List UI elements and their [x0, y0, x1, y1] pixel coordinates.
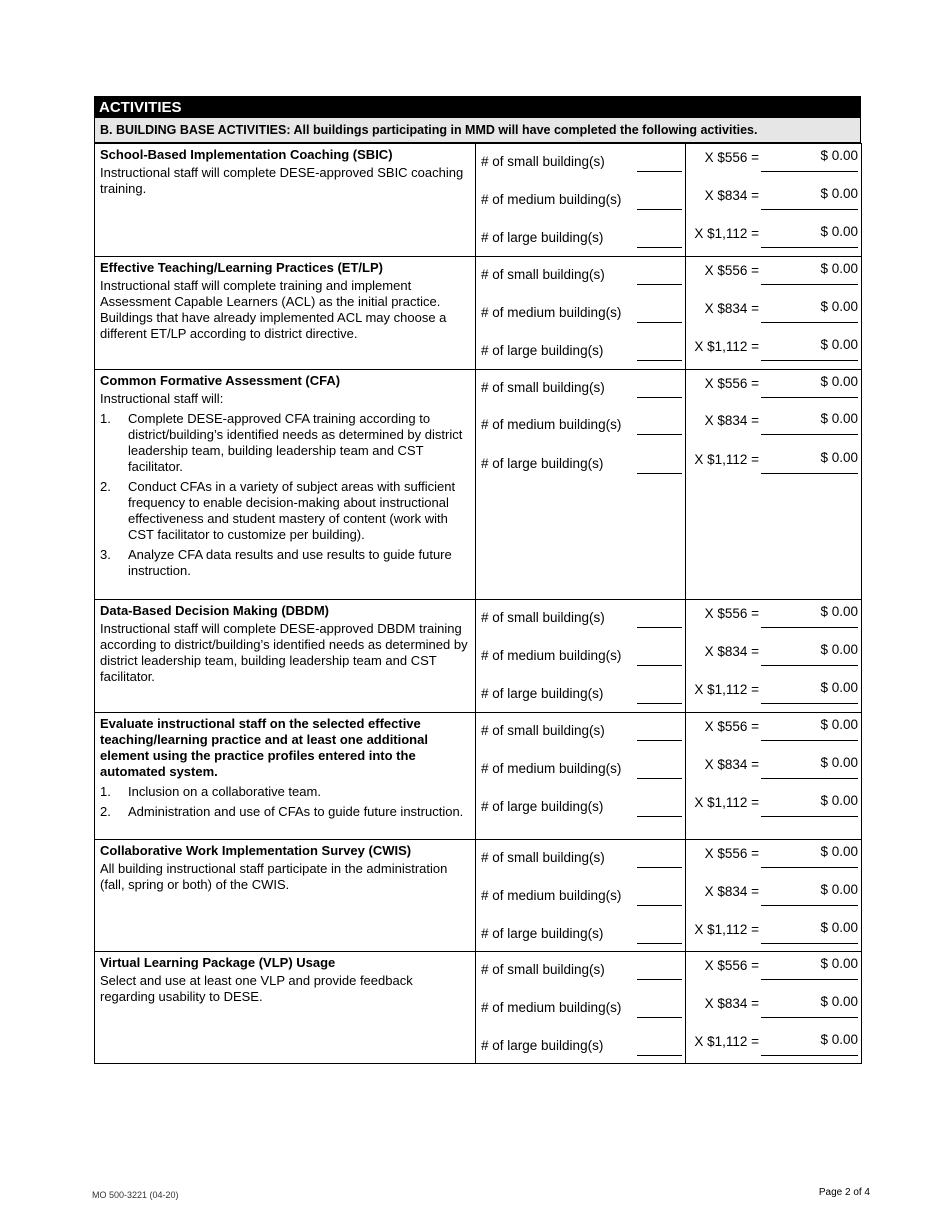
- activity-description: [95, 144, 476, 257]
- quantity-line-small: [476, 600, 685, 635]
- form-id: MO 500-3221 (04-20): [92, 1190, 179, 1200]
- activity-row: [95, 144, 862, 257]
- large-building-amount-field[interactable]: $ 0.00: [761, 223, 858, 248]
- quantity-line-small: [476, 952, 685, 987]
- medium-building-count-field[interactable]: [637, 410, 682, 435]
- multiplier-label: X $1,112 =: [694, 452, 759, 467]
- small-building-count-field[interactable]: [637, 955, 682, 980]
- quantity-label: # of large building(s): [481, 799, 604, 814]
- quantity-label: # of small building(s): [481, 154, 605, 169]
- quantity-cell: [476, 600, 686, 713]
- small-building-amount-field[interactable]: $ 0.00: [761, 603, 858, 628]
- quantity-line-large: [476, 789, 685, 824]
- cost-line-medium: [686, 295, 861, 330]
- quantity-line-small: [476, 840, 685, 875]
- multiplier-label: X $1,112 =: [694, 682, 759, 697]
- medium-building-amount-field[interactable]: $ 0.00: [761, 298, 858, 323]
- cost-line-small: [686, 952, 861, 987]
- small-building-amount-field[interactable]: $ 0.00: [761, 716, 858, 741]
- cost-line-large: [686, 333, 861, 368]
- quantity-line-medium: [476, 182, 685, 217]
- cost-cell: [686, 370, 862, 600]
- quantity-label: # of large building(s): [481, 686, 604, 701]
- cost-line-medium: [686, 751, 861, 786]
- large-building-count-field[interactable]: [637, 919, 682, 944]
- activity-row: [95, 952, 862, 1064]
- large-building-amount-field[interactable]: $ 0.00: [761, 792, 858, 817]
- quantity-line-medium: [476, 638, 685, 673]
- list-item: 1. Inclusion on a collaborative team.: [100, 784, 321, 799]
- quantity-label: # of medium building(s): [481, 192, 622, 207]
- large-building-amount-field[interactable]: $ 0.00: [761, 449, 858, 474]
- activity-row: [95, 257, 862, 370]
- activity-row: [95, 840, 862, 952]
- cost-line-large: [686, 220, 861, 255]
- cost-line-large: [686, 446, 861, 481]
- quantity-label: # of small building(s): [481, 850, 605, 865]
- quantity-label: # of large building(s): [481, 1038, 604, 1053]
- activities-table: [94, 143, 862, 1064]
- activities-form: [94, 96, 861, 1064]
- cost-line-large: [686, 789, 861, 824]
- quantity-label: # of large building(s): [481, 926, 604, 941]
- activity-body: Instructional staff will:: [100, 391, 224, 406]
- activity-description: [95, 257, 476, 370]
- multiplier-label: X $556 =: [704, 263, 759, 278]
- activity-body: Select and use at least one VLP and provide feedback regarding usability to DESE.: [100, 973, 413, 1004]
- large-building-count-field[interactable]: [637, 792, 682, 817]
- multiplier-label: X $556 =: [704, 150, 759, 165]
- quantity-cell: [476, 144, 686, 257]
- quantity-label: # of medium building(s): [481, 888, 622, 903]
- activity-row: [95, 600, 862, 713]
- multiplier-label: X $834 =: [704, 757, 759, 772]
- quantity-line-medium: [476, 407, 685, 442]
- medium-building-amount-field[interactable]: $ 0.00: [761, 993, 858, 1018]
- activity-title: Effective Teaching/Learning Practices (ET/LP): [100, 260, 383, 275]
- quantity-label: # of small building(s): [481, 723, 605, 738]
- quantity-label: # of small building(s): [481, 610, 605, 625]
- medium-building-count-field[interactable]: [637, 185, 682, 210]
- quantity-label: # of large building(s): [481, 230, 604, 245]
- cost-line-small: [686, 144, 861, 179]
- multiplier-label: X $556 =: [704, 376, 759, 391]
- activity-description: [95, 952, 476, 1064]
- large-building-amount-field[interactable]: $ 0.00: [761, 919, 858, 944]
- cost-cell: [686, 952, 862, 1064]
- large-building-count-field[interactable]: [637, 679, 682, 704]
- quantity-label: # of medium building(s): [481, 1000, 622, 1015]
- large-building-count-field[interactable]: [637, 336, 682, 361]
- multiplier-label: X $834 =: [704, 188, 759, 203]
- cost-line-small: [686, 840, 861, 875]
- small-building-amount-field[interactable]: $ 0.00: [761, 955, 858, 980]
- multiplier-label: X $1,112 =: [694, 226, 759, 241]
- multiplier-label: X $1,112 =: [694, 339, 759, 354]
- cost-line-medium: [686, 182, 861, 217]
- page-number: Page 2 of 4: [818, 1187, 870, 1198]
- quantity-label: # of large building(s): [481, 343, 604, 358]
- cost-line-small: [686, 713, 861, 748]
- multiplier-label: X $834 =: [704, 644, 759, 659]
- quantity-label: # of medium building(s): [481, 417, 622, 432]
- medium-building-amount-field[interactable]: $ 0.00: [761, 881, 858, 906]
- multiplier-label: X $834 =: [704, 301, 759, 316]
- quantity-label: # of small building(s): [481, 380, 605, 395]
- multiplier-label: X $556 =: [704, 958, 759, 973]
- activity-description: [95, 713, 476, 840]
- cost-cell: [686, 600, 862, 713]
- large-building-count-field[interactable]: [637, 223, 682, 248]
- multiplier-label: X $1,112 =: [694, 922, 759, 937]
- list-item: 2. Administration and use of CFAs to guide future instruction.: [100, 804, 464, 819]
- quantity-cell: [476, 370, 686, 600]
- multiplier-label: X $834 =: [704, 413, 759, 428]
- quantity-line-large: [476, 676, 685, 711]
- activity-body: Instructional staff will complete training and implement Assessment Capable Learners (ACL) as the initial practice. Buildings that have already implemented ACL may choose a different ET/LP according to district directive.: [100, 278, 447, 341]
- quantity-label: # of medium building(s): [481, 648, 622, 663]
- quantity-line-large: [476, 220, 685, 255]
- quantity-line-small: [476, 257, 685, 292]
- quantity-line-medium: [476, 878, 685, 913]
- activity-title: Common Formative Assessment (CFA): [100, 373, 341, 388]
- quantity-line-large: [476, 916, 685, 951]
- list-item: 3. Analyze CFA data results and use results to guide future instruction.: [100, 547, 452, 578]
- quantity-cell: [476, 713, 686, 840]
- small-building-count-field[interactable]: [637, 373, 682, 398]
- quantity-line-large: [476, 1028, 685, 1063]
- medium-building-amount-field[interactable]: $ 0.00: [761, 754, 858, 779]
- quantity-cell: [476, 840, 686, 952]
- quantity-cell: [476, 952, 686, 1064]
- quantity-line-small: [476, 713, 685, 748]
- multiplier-label: X $834 =: [704, 996, 759, 1011]
- activity-row: [95, 370, 862, 600]
- small-building-amount-field[interactable]: $ 0.00: [761, 843, 858, 868]
- quantity-label: # of medium building(s): [481, 305, 622, 320]
- cost-line-small: [686, 257, 861, 292]
- medium-building-count-field[interactable]: [637, 993, 682, 1018]
- cost-cell: [686, 144, 862, 257]
- small-building-amount-field[interactable]: $ 0.00: [761, 373, 858, 398]
- quantity-line-large: [476, 446, 685, 481]
- quantity-label: # of small building(s): [481, 962, 605, 977]
- activity-title: Evaluate instructional staff on the selected effective teaching/learning practice and at least one additional element using the practice profiles entered into the automated system.: [100, 716, 428, 779]
- quantity-label: # of medium building(s): [481, 761, 622, 776]
- activity-title: Data-Based Decision Making (DBDM): [100, 603, 329, 618]
- medium-building-count-field[interactable]: [637, 754, 682, 779]
- quantity-line-large: [476, 333, 685, 368]
- small-building-count-field[interactable]: [637, 716, 682, 741]
- cost-line-small: [686, 370, 861, 405]
- quantity-line-small: [476, 370, 685, 405]
- large-building-amount-field[interactable]: $ 0.00: [761, 679, 858, 704]
- small-building-amount-field[interactable]: $ 0.00: [761, 147, 858, 172]
- activity-row: [95, 713, 862, 840]
- large-building-count-field[interactable]: [637, 1031, 682, 1056]
- medium-building-amount-field[interactable]: $ 0.00: [761, 410, 858, 435]
- quantity-line-medium: [476, 751, 685, 786]
- subsection-title: B. BUILDING BASE ACTIVITIES: All buildings participating in MMD will have completed the following activities.: [94, 118, 861, 143]
- quantity-line-medium: [476, 990, 685, 1025]
- large-building-amount-field[interactable]: $ 0.00: [761, 336, 858, 361]
- large-building-amount-field[interactable]: $ 0.00: [761, 1031, 858, 1056]
- list-item: 1. Complete DESE-approved CFA training according to district/building’s identified needs as determined by district leadership team, building leadership team and CST facilitator.: [100, 411, 463, 474]
- small-building-count-field[interactable]: [637, 147, 682, 172]
- cost-line-small: [686, 600, 861, 635]
- medium-building-amount-field[interactable]: $ 0.00: [761, 185, 858, 210]
- multiplier-label: X $556 =: [704, 719, 759, 734]
- medium-building-count-field[interactable]: [637, 641, 682, 666]
- multiplier-label: X $834 =: [704, 884, 759, 899]
- activity-title: School-Based Implementation Coaching (SBIC): [100, 147, 393, 162]
- activity-list: [100, 784, 471, 820]
- cost-line-medium: [686, 407, 861, 442]
- activity-list: [100, 411, 471, 579]
- quantity-label: # of small building(s): [481, 267, 605, 282]
- quantity-cell: [476, 257, 686, 370]
- quantity-label: # of large building(s): [481, 456, 604, 471]
- small-building-count-field[interactable]: [637, 603, 682, 628]
- cost-line-large: [686, 916, 861, 951]
- activity-title: Virtual Learning Package (VLP) Usage: [100, 955, 336, 970]
- cost-line-large: [686, 676, 861, 711]
- cost-cell: [686, 713, 862, 840]
- section-title: ACTIVITIES: [94, 96, 861, 118]
- medium-building-amount-field[interactable]: $ 0.00: [761, 641, 858, 666]
- quantity-line-small: [476, 144, 685, 179]
- cost-line-medium: [686, 878, 861, 913]
- small-building-count-field[interactable]: [637, 843, 682, 868]
- list-item: 2. Conduct CFAs in a variety of subject areas with sufficient frequency to enable decision-making about instructional effectiveness and student mastery of content (work with CST facilitator to customize per building).: [100, 479, 456, 542]
- activity-body: Instructional staff will complete DESE-approved DBDM training according to district/building’s identified needs as determined by district leadership team, building leadership team and CST facilitator.: [100, 621, 468, 684]
- activity-description: [95, 370, 476, 600]
- large-building-count-field[interactable]: [637, 449, 682, 474]
- cost-line-large: [686, 1028, 861, 1063]
- cost-line-medium: [686, 990, 861, 1025]
- cost-cell: [686, 257, 862, 370]
- multiplier-label: X $556 =: [704, 846, 759, 861]
- activity-title: Collaborative Work Implementation Survey (CWIS): [100, 843, 412, 858]
- multiplier-label: X $1,112 =: [694, 795, 759, 810]
- cost-cell: [686, 840, 862, 952]
- medium-building-count-field[interactable]: [637, 298, 682, 323]
- multiplier-label: X $556 =: [704, 606, 759, 621]
- activity-description: [95, 600, 476, 713]
- activity-body: All building instructional staff participate in the administration (fall, spring or both) of the CWIS.: [100, 861, 448, 892]
- medium-building-count-field[interactable]: [637, 881, 682, 906]
- small-building-amount-field[interactable]: $ 0.00: [761, 260, 858, 285]
- activity-body: Instructional staff will complete DESE-approved SBIC coaching training.: [100, 165, 464, 196]
- activity-description: [95, 840, 476, 952]
- small-building-count-field[interactable]: [637, 260, 682, 285]
- quantity-line-medium: [476, 295, 685, 330]
- multiplier-label: X $1,112 =: [694, 1034, 759, 1049]
- cost-line-medium: [686, 638, 861, 673]
